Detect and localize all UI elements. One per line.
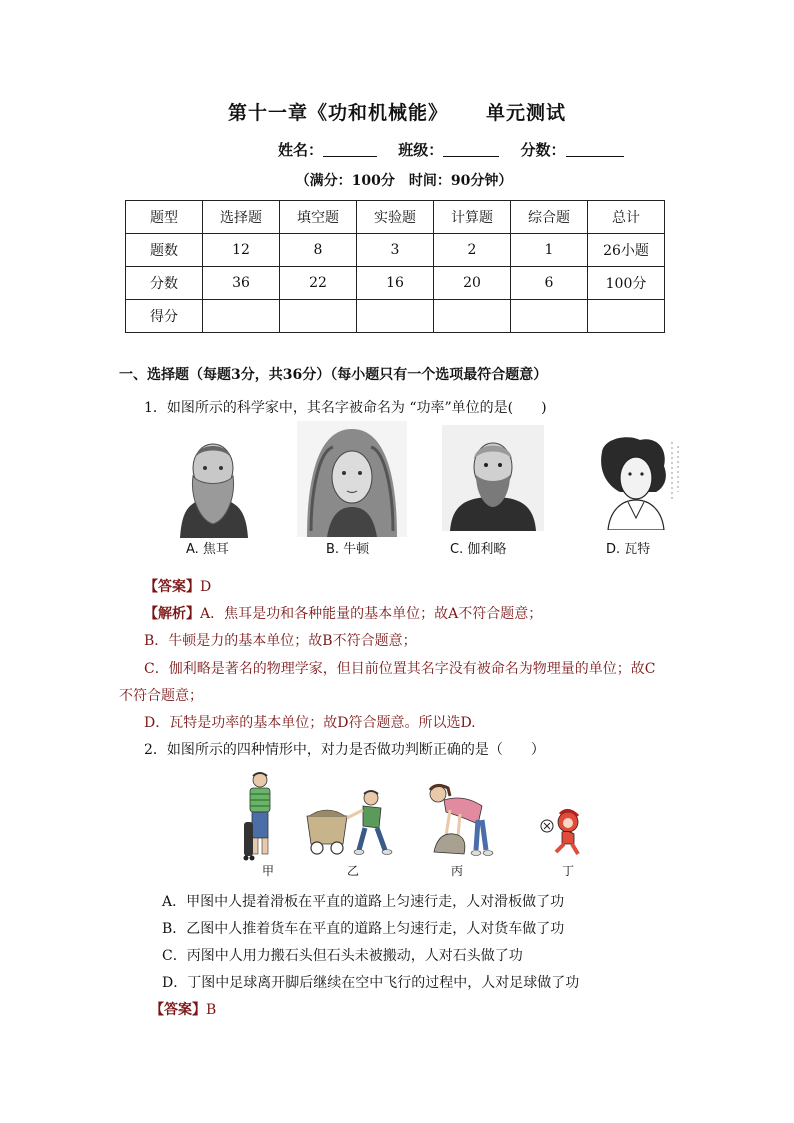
figure-jia-person-skateboard [238,770,280,862]
score-table-cell: 26小题 [588,234,665,267]
score-blank[interactable] [566,142,624,157]
score-table-row [126,234,665,267]
score-table-cell: 1 [511,234,588,267]
score-table-header-cell: 综合题 [511,201,588,234]
portrait-newton-image [297,421,407,537]
class-label: 班级： [398,141,444,159]
score-table-cell[interactable] [588,300,665,333]
figure-label-ding: 丁 [562,864,575,878]
score-time-info: （满分：100分 时间：90分钟） [295,173,513,189]
score-table-cell[interactable] [203,300,280,333]
score-table-cell: 6 [511,267,588,300]
title-suffix: 单元测试 [486,102,567,124]
score-table-row-label: 得分 [126,300,203,333]
q2-option-b: B．乙图中人推着货车在平直的道路上匀速行走，人对货车做了功 [162,921,565,937]
score-table-cell: 20 [434,267,511,300]
caption-newton: B. 牛顿 [326,542,370,557]
question-2-stem: 2．如图所示的四种情形中，对力是否做功判断正确的是（ ） [144,742,545,758]
score-table-row [126,267,665,300]
portrait-joule-image [160,428,266,538]
score-table-header-cell: 实验题 [357,201,434,234]
q1-analysis-tag: 【解析】 [144,606,200,622]
figure-label-jia: 甲 [262,864,275,878]
score-table-cell[interactable] [511,300,588,333]
question-1-stem: 1．如图所示的科学家中，其名字被命名为 “功率”单位的是( ) [144,400,547,416]
figure-ding-football-kick [538,808,586,858]
score-table-cell[interactable] [434,300,511,333]
q1-analysis-line-1: 【解析】A．焦耳是功和各种能量的基本单位；故A不符合题意； [144,606,543,622]
q1-answer-value: D [200,579,212,595]
student-info-line [278,139,624,160]
score-table-cell: 12 [203,234,280,267]
name-label: 姓名： [278,141,324,159]
q2-answer-tag: 【答案】 [150,1002,206,1018]
score-table-header-cell: 计算题 [434,201,511,234]
score-label: 分数： [520,141,566,159]
q2-answer [150,999,216,1019]
page-title [0,98,794,125]
score-table-cell: 8 [280,234,357,267]
score-table [125,200,665,333]
class-blank[interactable] [443,142,499,157]
portrait-galileo-image [442,425,544,531]
figure-bing-person-stone [420,780,496,860]
score-table-cell[interactable] [280,300,357,333]
figure-label-yi: 乙 [347,864,360,878]
name-blank[interactable] [323,142,377,157]
score-table-row-label: 分数 [126,267,203,300]
score-table-row [126,300,665,333]
score-table-cell: 22 [280,267,357,300]
q1-answer-tag: 【答案】 [144,579,200,595]
q1-analysis-line-4: 不符合题意； [119,688,203,704]
score-table-cell: 16 [357,267,434,300]
q2-option-c: C．丙图中人用力搬石头但石头未被搬动，人对石头做了功 [162,948,523,964]
score-table-cell: 100分 [588,267,665,300]
section-heading: 一、选择题（每题3分，共36分）（每小题只有一个选项最符合题意） [119,367,548,383]
figure-label-bing: 丙 [451,864,464,878]
caption-joule: A. 焦耳 [186,542,229,557]
score-table-row [126,201,665,234]
q1-analysis-line-5: D．瓦特是功率的基本单位；故D符合题意。所以选D. [144,715,476,731]
figure-yi-person-cart [305,786,401,858]
q2-option-a: A．甲图中人提着滑板在平直的道路上匀速行走，人对滑板做了功 [162,894,565,910]
q1-analysis-line-3: C．伽利略是著名的物理学家，但目前位置其名字没有被命名为物理量的单位；故C [144,661,656,677]
q2-option-d: D．丁图中足球离开脚后继续在空中飞行的过程中，人对足球做了功 [162,975,580,991]
title-main: 第十一章《功和机械能》 [227,102,448,124]
portrait-watt-image [584,432,686,530]
q2-answer-value: B [206,1002,217,1018]
caption-galileo: C. 伽利略 [450,542,507,557]
score-table-header-cell: 选择题 [203,201,280,234]
q1-answer [144,576,211,596]
score-table-header-cell: 题型 [126,201,203,234]
score-table-header-cell: 总计 [588,201,665,234]
score-table-row-label: 题数 [126,234,203,267]
score-table-cell: 2 [434,234,511,267]
score-table-cell: 3 [357,234,434,267]
score-table-cell[interactable] [357,300,434,333]
caption-watt: D. 瓦特 [606,542,651,557]
score-table-header-cell: 填空题 [280,201,357,234]
score-table-cell: 36 [203,267,280,300]
q1-analysis-line-2: B．牛顿是力的基本单位；故B不符合题意； [144,633,417,649]
